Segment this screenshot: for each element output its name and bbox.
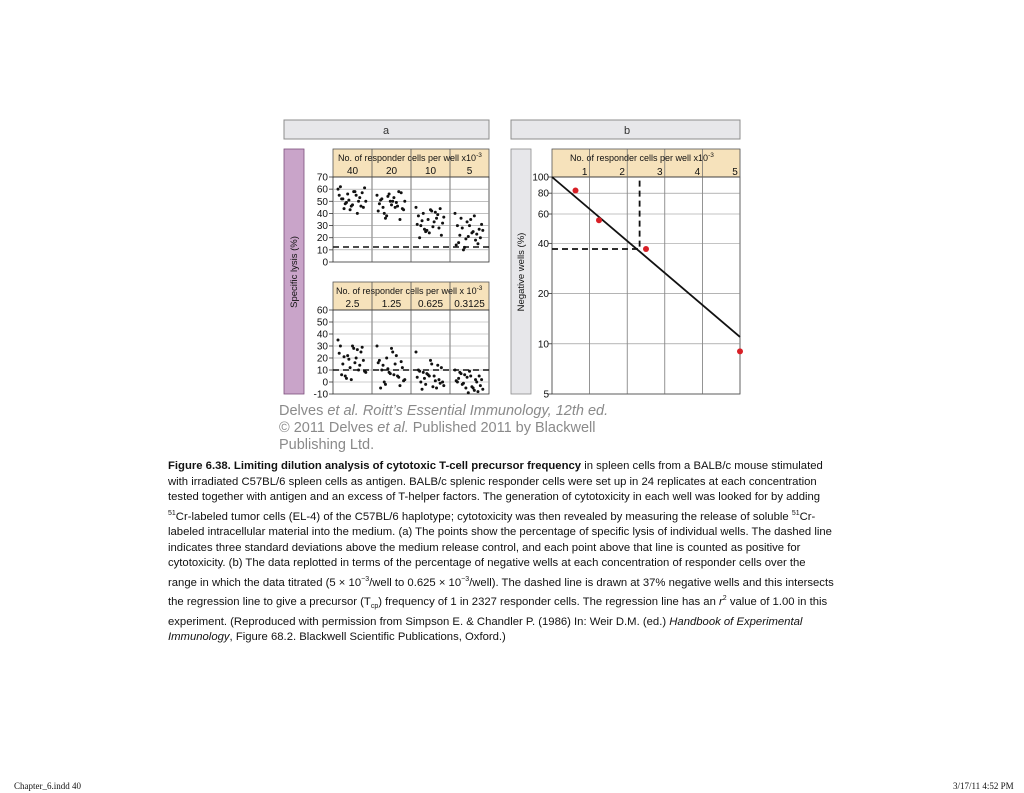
data-point xyxy=(392,373,395,376)
data-point xyxy=(376,345,379,348)
data-point xyxy=(429,208,432,211)
figure-caption xyxy=(168,459,868,646)
data-point xyxy=(398,218,401,221)
data-point xyxy=(456,224,459,227)
data-point xyxy=(347,358,350,361)
caption-line: cytotoxicity. (b) The data replotted in terms of the percentage of negative wells at each concentration of responder cells over the xyxy=(168,557,806,570)
data-point xyxy=(350,378,353,381)
data-point xyxy=(479,384,482,387)
data-point xyxy=(481,388,484,391)
data-point xyxy=(441,222,444,225)
data-point xyxy=(422,212,425,215)
data-point xyxy=(345,377,348,380)
data-point xyxy=(475,233,478,236)
data-point xyxy=(478,375,481,378)
data-point xyxy=(349,208,352,211)
data-point xyxy=(424,383,427,386)
data-point xyxy=(467,391,470,394)
caption-line: range in which the data titrated ($5 \times 10^{-3}$/well to $0.625 \times 10^{-3}/well$). The dashed line is drawn at 37% negative wells and this intersects xyxy=(168,575,834,589)
b-plot-box xyxy=(552,177,740,394)
b-regression-line xyxy=(552,177,740,337)
data-point xyxy=(462,248,465,251)
data-point xyxy=(422,371,425,374)
data-point xyxy=(386,195,389,198)
data-point xyxy=(392,196,395,199)
data-point xyxy=(339,345,342,348)
data-point xyxy=(347,199,350,202)
data-point xyxy=(382,364,385,367)
data-point xyxy=(378,202,381,205)
data-point xyxy=(356,348,359,351)
data-point xyxy=(351,345,354,348)
y-tick-label: 10 xyxy=(316,365,328,377)
data-point xyxy=(353,361,356,364)
data-point xyxy=(394,363,397,366)
b-data-point xyxy=(596,217,602,223)
data-point xyxy=(361,346,364,349)
data-point xyxy=(469,218,472,221)
data-point xyxy=(460,217,463,220)
data-point xyxy=(377,361,380,364)
data-point xyxy=(431,385,434,388)
data-point xyxy=(362,359,365,362)
data-point xyxy=(379,199,382,202)
panel-b-ylabel: Negative wells (%) xyxy=(516,232,527,312)
data-point xyxy=(473,389,476,392)
data-point xyxy=(470,385,473,388)
data-point xyxy=(464,387,467,390)
data-point xyxy=(462,382,465,385)
b-data-point xyxy=(643,246,649,252)
column-label: 0.3125 xyxy=(454,299,485,310)
data-point xyxy=(430,363,433,366)
b-y-tick-label: 40 xyxy=(537,238,549,250)
data-point xyxy=(473,214,476,217)
data-point xyxy=(416,376,419,379)
data-point xyxy=(339,185,342,188)
data-point xyxy=(474,239,477,242)
data-point xyxy=(361,191,364,194)
b-y-tick-label: 60 xyxy=(537,209,549,221)
column-label: 2.5 xyxy=(345,299,360,310)
data-point xyxy=(469,375,472,378)
data-point xyxy=(400,191,403,194)
data-point xyxy=(390,347,393,350)
data-point xyxy=(390,203,393,206)
data-point xyxy=(343,355,346,358)
data-point xyxy=(383,212,386,215)
data-point xyxy=(425,229,428,232)
b-x-tick-label: 3 xyxy=(657,167,663,178)
data-point xyxy=(466,220,469,223)
credit-line-2: © 2011 Delves et al. Published 2011 by Blackwell xyxy=(279,420,596,436)
data-point xyxy=(397,376,400,379)
data-point xyxy=(402,379,405,382)
data-point xyxy=(467,235,470,238)
data-point xyxy=(337,188,340,191)
y-tick-label: 60 xyxy=(316,184,328,196)
column-label: 5 xyxy=(466,166,473,177)
b-data-point xyxy=(573,187,579,193)
data-point xyxy=(340,197,343,200)
data-point xyxy=(402,208,405,211)
data-point xyxy=(418,236,421,239)
data-point xyxy=(355,194,358,197)
data-point xyxy=(435,387,438,390)
data-point xyxy=(442,384,445,387)
data-point xyxy=(454,212,457,215)
data-point xyxy=(341,363,344,366)
b-x-tick-label: 5 xyxy=(732,167,738,178)
b-y-tick-label: 20 xyxy=(537,289,549,301)
y-tick-label: 40 xyxy=(316,329,328,341)
footer-left: Chapter_6.indd 40 xyxy=(14,781,81,791)
column-label: 0.625 xyxy=(417,299,444,310)
data-point xyxy=(359,351,362,354)
data-point xyxy=(457,241,460,244)
caption-line: indicates three standard deviations above the medium release control, and each point above that line is counted as positive for xyxy=(168,541,801,554)
data-point xyxy=(464,237,467,240)
a-bottom-header: No. of responder cells per well x $10^{-3}$ xyxy=(336,285,483,296)
data-point xyxy=(421,219,424,222)
data-point xyxy=(427,218,430,221)
data-point xyxy=(429,359,432,362)
data-point xyxy=(476,242,479,245)
data-point xyxy=(461,227,464,230)
data-point xyxy=(415,351,418,354)
data-point xyxy=(382,206,385,209)
b-y-tick-label: 10 xyxy=(537,339,549,351)
credit-block xyxy=(279,403,639,454)
data-point xyxy=(436,213,439,216)
caption-line: tested together with antigen and an excess of T-helper factors. The generation of cytotoxicity in each well was looked for by adding xyxy=(168,491,821,504)
data-point xyxy=(419,224,422,227)
data-point xyxy=(417,214,420,217)
y-tick-label: 50 xyxy=(316,317,328,329)
data-point xyxy=(428,231,431,234)
data-point xyxy=(433,220,436,223)
data-point xyxy=(434,379,437,382)
data-point xyxy=(431,225,434,228)
data-point xyxy=(358,364,361,367)
caption-line: Figure 6.38. Limiting dilution analysis of cytotoxic T-cell precursor frequency in spleen cells from a BALB/c mouse stimulated xyxy=(168,460,823,472)
data-point xyxy=(358,196,361,199)
data-point xyxy=(457,377,460,380)
data-point xyxy=(415,206,418,209)
b-y-tick-label: 80 xyxy=(537,188,549,200)
y-tick-label: 10 xyxy=(316,245,328,257)
data-point xyxy=(479,236,482,239)
data-point xyxy=(362,206,365,209)
y-tick-label: 30 xyxy=(316,221,328,233)
y-tick-label: 30 xyxy=(316,341,328,353)
b-header: No. of responder cells per well $x10^{-3}$ xyxy=(570,152,714,163)
caption-line: with irradiated C57BL/6 spleen cells as antigen. BALB/c splenic responder cells were set up in 24 replicates at each concentration xyxy=(168,475,817,488)
data-point xyxy=(338,352,341,355)
credit-line-1: Delves et al. Roitt’s Essential Immunology, 12th ed. xyxy=(279,403,609,419)
data-point xyxy=(455,244,458,247)
data-point xyxy=(481,229,484,232)
data-point xyxy=(440,366,443,369)
data-point xyxy=(350,205,353,208)
data-point xyxy=(475,381,478,384)
data-point xyxy=(398,384,401,387)
data-point xyxy=(435,217,438,220)
panel-a-ylabel: Specific lysis (%) xyxy=(289,236,300,308)
data-point xyxy=(384,383,387,386)
data-point xyxy=(395,354,398,357)
data-point xyxy=(345,201,348,204)
data-point xyxy=(434,211,437,214)
column-label: 20 xyxy=(385,166,398,177)
panel-b-label: b xyxy=(623,125,631,137)
y-tick-label: 20 xyxy=(316,353,328,365)
data-point xyxy=(391,351,394,354)
data-point xyxy=(355,357,358,360)
data-point xyxy=(423,377,426,380)
a-top-header: No. of responder cells per well $x10^{-3}$ xyxy=(338,152,482,163)
data-point xyxy=(440,234,443,237)
data-point xyxy=(403,200,406,203)
data-point xyxy=(441,381,444,384)
data-point xyxy=(419,381,422,384)
data-point xyxy=(340,373,343,376)
data-point xyxy=(466,376,469,379)
data-point xyxy=(437,378,440,381)
y-tick-label: 50 xyxy=(316,196,328,208)
b-y-tick-label: 100 xyxy=(532,172,549,184)
data-point xyxy=(363,186,366,189)
b-y-tick-label: 5 xyxy=(543,389,549,401)
data-point xyxy=(476,390,479,393)
caption-line: $^{51}$Cr-labeled tumor cells (EL-4) of the C57BL/6 haplotype; cytotoxicity was then revealed by measuring the release of soluble $^{51}$Cr- xyxy=(168,509,816,523)
data-point xyxy=(416,223,419,226)
caption-line: the regression line to give a precursor $(T_{cp})$ frequency of 1 in 2327 responder cells. The regression line has an $r^2$ value of 1.00 in this xyxy=(168,595,828,611)
credit-line-3: Publishing Ltd. xyxy=(279,437,375,453)
data-point xyxy=(377,210,380,213)
data-point xyxy=(384,217,387,220)
data-point xyxy=(396,205,399,208)
data-point xyxy=(468,224,471,227)
column-label: 1.25 xyxy=(381,299,402,310)
data-point xyxy=(337,339,340,342)
data-point xyxy=(357,200,360,203)
data-point xyxy=(380,369,383,372)
data-point xyxy=(437,227,440,230)
data-point xyxy=(376,194,379,197)
b-x-tick-label: 4 xyxy=(694,167,701,178)
caption-line: labeled intracellular material into the medium. (a) The points show the percentage of specific lysis of individual wells. The dashed line xyxy=(168,526,832,539)
data-point xyxy=(395,201,398,204)
data-point xyxy=(389,372,392,375)
data-point xyxy=(460,372,463,375)
data-point xyxy=(421,388,424,391)
data-point xyxy=(478,228,481,231)
data-point xyxy=(400,360,403,363)
data-point xyxy=(338,194,341,197)
data-point xyxy=(480,223,483,226)
y-tick-label: 40 xyxy=(316,208,328,220)
y-tick-label: 20 xyxy=(316,233,328,245)
y-tick-label: 70 xyxy=(316,172,328,184)
y-tick-label: 0 xyxy=(322,377,328,389)
data-point xyxy=(379,387,382,390)
b-x-tick-label: 1 xyxy=(581,167,588,178)
data-point xyxy=(364,200,367,203)
y-tick-label: 60 xyxy=(316,305,328,317)
data-point xyxy=(442,216,445,219)
data-point xyxy=(401,366,404,369)
b-data-point xyxy=(737,348,743,354)
data-point xyxy=(439,207,442,210)
data-point xyxy=(385,357,388,360)
caption-line: experiment. (Reproduced with permission from Simpson E. & Chandler P. (1986) In: Weir D.M. (ed.) Handbook of Experimental xyxy=(168,615,803,628)
data-point xyxy=(433,375,436,378)
data-point xyxy=(436,364,439,367)
data-point xyxy=(353,190,356,193)
column-label: 40 xyxy=(346,166,359,177)
b-x-tick-label: 2 xyxy=(619,167,625,178)
data-point xyxy=(389,200,392,203)
data-point xyxy=(458,234,461,237)
y-tick-label: 0 xyxy=(322,257,328,269)
data-point xyxy=(356,212,359,215)
data-point xyxy=(480,378,483,381)
data-point xyxy=(428,375,431,378)
footer-right: 3/17/11 4:52 PM xyxy=(953,781,1014,791)
data-point xyxy=(346,193,349,196)
column-label: 10 xyxy=(424,166,437,177)
panel-a-label: a xyxy=(382,125,390,137)
data-point xyxy=(425,372,428,375)
data-point xyxy=(455,379,458,382)
data-point xyxy=(470,231,473,234)
data-point xyxy=(463,373,466,376)
caption-line: Immunology, Figure 68.2. Blackwell Scientific Publications, Oxford.) xyxy=(168,631,506,644)
data-point xyxy=(343,207,346,210)
data-point xyxy=(346,354,349,357)
y-tick-label: -10 xyxy=(313,389,328,401)
data-point xyxy=(349,366,352,369)
